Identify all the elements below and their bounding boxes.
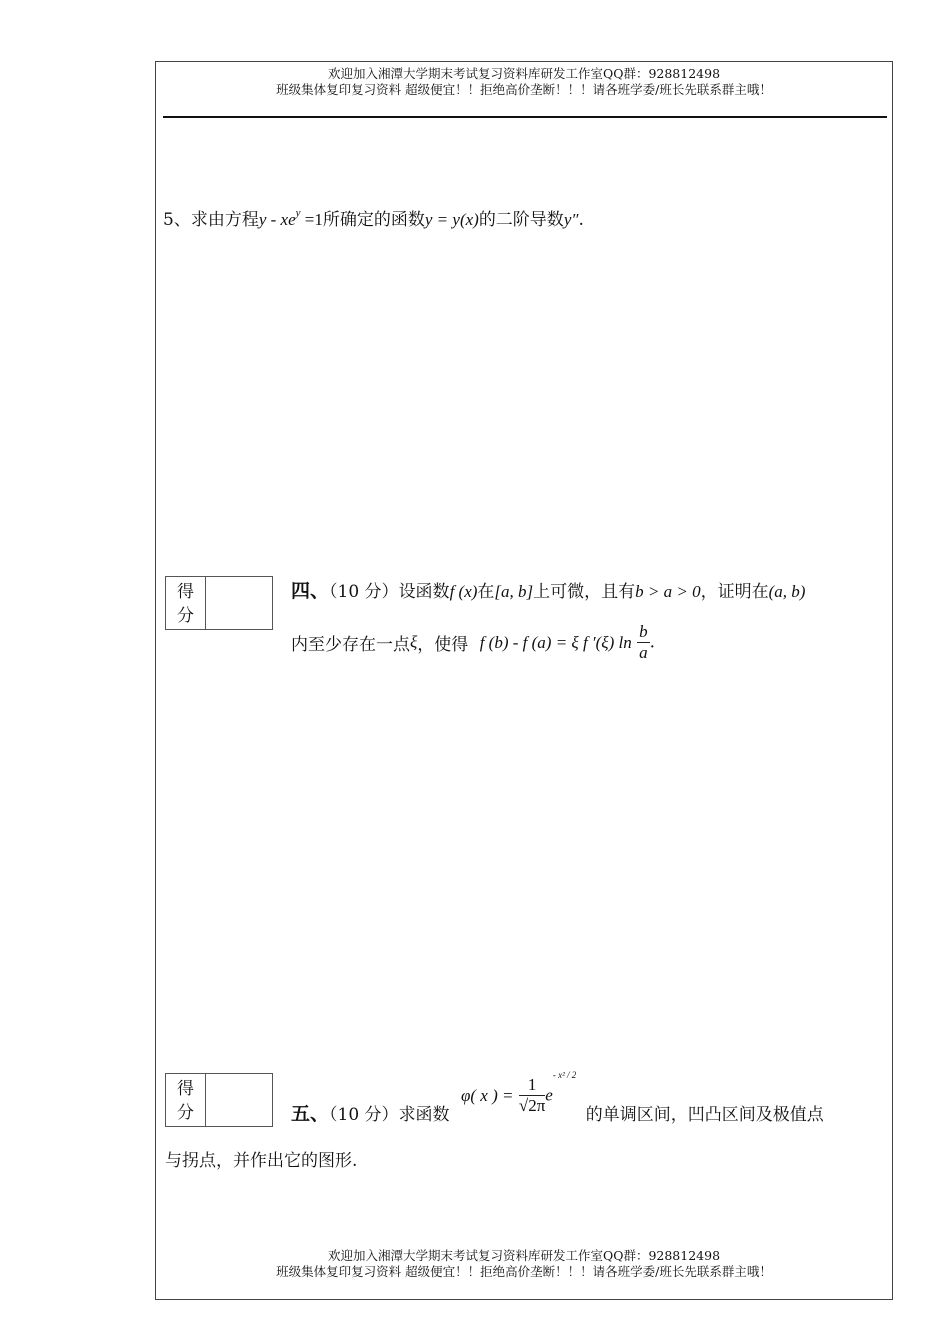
section-5-line-1: [291, 1070, 824, 1126]
header-line-1: 欢迎加入湘潭大学期末考试复习资料库研发工作室QQ群：928812498: [327, 66, 721, 81]
score-box-5: [165, 1073, 273, 1127]
section-5-text2: 的单调区间，凹凸区间及极值点: [585, 1105, 824, 1125]
header-rule: [163, 116, 887, 118]
footer-line-1: 欢迎加入湘潭大学期末考试复习资料库研发工作室QQ群：928812498: [327, 1248, 721, 1263]
section-4-text2: 在: [477, 582, 495, 602]
q5-equation-rhs: =1: [300, 210, 323, 229]
section-4-text4: ，证明在: [700, 582, 769, 602]
header-line-2: 班级集体复印复习资料 超级便宜！！拒绝高价垄断！！！请各班学委/班长先联系群主哦！: [276, 82, 772, 97]
score-box-4: [165, 576, 273, 630]
section-5-line-2: [165, 1146, 357, 1171]
section-5-exp-base: e: [545, 1085, 553, 1105]
score-label-4: 得 分: [166, 577, 206, 629]
section-4-interval: [a, b]: [494, 582, 534, 601]
section-5-frac-den: √2π: [518, 1096, 546, 1115]
section-5-text1: 求函数: [398, 1105, 450, 1125]
section-4-line-2: [291, 622, 655, 663]
section-4-line-1: [291, 576, 805, 603]
q5-derivative: y″: [563, 210, 579, 229]
section-4-text1: 设函数: [398, 582, 450, 602]
header-note: [155, 66, 893, 98]
section-4-open-interval: (a, b): [768, 582, 806, 601]
section-4-equation: f (b) - f (a) = ξ f ′(ξ) ln: [479, 632, 632, 652]
q5-prefix: 5、求由方程: [163, 210, 259, 230]
section-4-frac-num: b: [639, 622, 648, 641]
section-5-phi: φ( x ) =: [460, 1085, 514, 1105]
footer-note: [155, 1248, 893, 1280]
q5-function: y = y(x): [424, 210, 479, 229]
section-4-text6: ，使得: [417, 635, 469, 655]
section-5-points: （10 分）: [329, 1105, 399, 1125]
section-4-condition: b > a > 0: [635, 582, 701, 601]
section-5-exp-sup: - x² / 2: [552, 1070, 577, 1080]
q5-suffix: 的二阶导数: [478, 210, 564, 230]
section-5-frac-num: 1: [519, 1075, 545, 1096]
section-4-text5: 内至少存在一点: [291, 635, 410, 655]
q5-equation-lhs: y - xe: [258, 210, 296, 229]
section-4-frac-den: a: [639, 643, 648, 662]
score-label-5: 得 分: [166, 1074, 206, 1126]
footer-line-2: 班级集体复印复习资料 超级便宜！！拒绝高价垄断！！！请各班学委/班长先联系群主哦！: [276, 1264, 772, 1279]
section-5-fraction: [519, 1075, 545, 1116]
q5-equation-exp: y: [295, 207, 301, 219]
section-4-number: 四、: [291, 580, 330, 602]
section-4-end: .: [649, 632, 656, 653]
section-4-fraction: [637, 622, 650, 663]
q5-middle: 所确定的函数: [322, 210, 425, 230]
section-4-function: f (x): [449, 582, 478, 601]
section-4-text3: 上可微，且有: [533, 582, 636, 602]
q5-end: .: [578, 210, 584, 230]
question-5: [163, 205, 584, 230]
section-5-text3: 与拐点，并作出它的图形.: [165, 1151, 358, 1171]
section-4-xi: ξ: [410, 632, 418, 652]
section-4-points: （10 分）: [329, 582, 399, 602]
section-5-number: 五、: [291, 1103, 330, 1125]
